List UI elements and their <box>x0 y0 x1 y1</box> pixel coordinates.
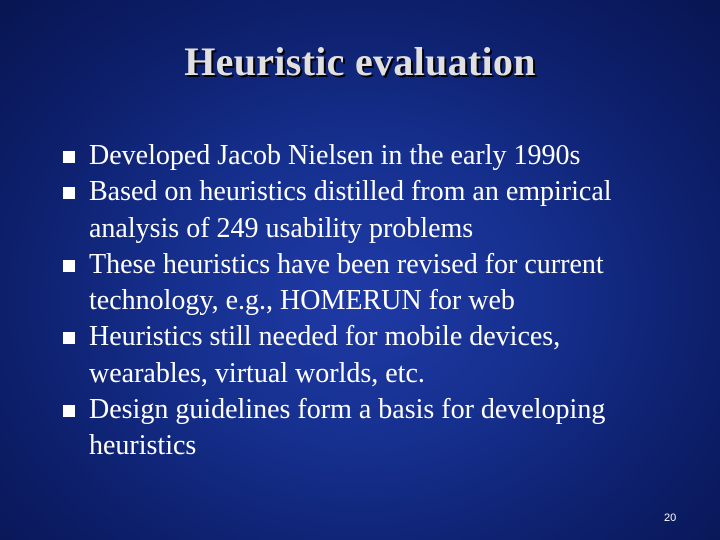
bullet-item <box>0 138 720 174</box>
square-bullet-icon <box>63 187 75 199</box>
bullet-item <box>0 392 720 465</box>
bullet-text: These heuristics have been revised for current technology, e.g., HOMERUN for web <box>89 248 604 317</box>
bullet-text: Design guidelines form a basis for developing heuristics <box>89 394 606 462</box>
square-bullet-icon <box>63 151 75 163</box>
bullet-item <box>0 319 720 392</box>
bullet-text: Developed Jacob Nielsen in the early 1990s <box>89 140 581 171</box>
slide-number: 20 <box>664 512 677 524</box>
bullet-text: Heuristics still needed for mobile devices, wearables, virtual worlds, etc. <box>89 321 561 389</box>
slide-title: Heuristic evaluation <box>184 39 536 84</box>
square-bullet-icon <box>63 405 75 417</box>
square-bullet-icon <box>63 260 75 272</box>
square-bullet-icon <box>63 332 75 344</box>
bullet-item <box>0 174 720 247</box>
bullet-text: Based on heuristics distilled from an empirical analysis of 249 usability problems <box>89 176 612 244</box>
bullet-list <box>0 138 720 465</box>
bullet-item <box>0 247 720 320</box>
